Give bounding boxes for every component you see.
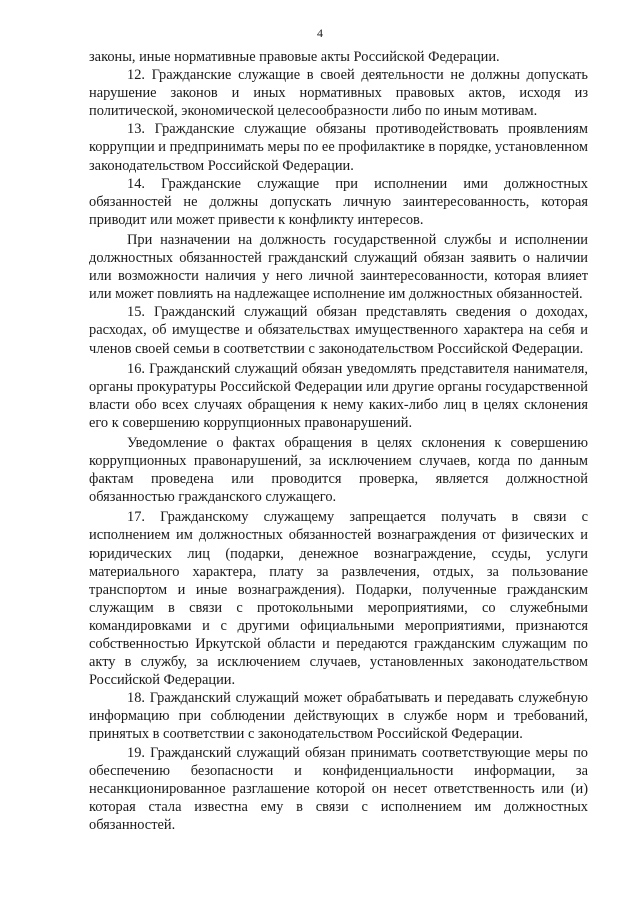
paragraph-19: 19. Гражданский служащий обязан принимать соответствующие меры по обеспечению безопасности и конфиденциальности информации, за несанкционированное разглашение которой он несет ответственность или (и) которая стала известна ему в связи с исполнением им должностных обязанностей.: [89, 744, 588, 833]
paragraph-14: 14. Гражданские служащие при исполнении ими должностных обязанностей не должны допускать личную заинтересованность, которая приводит или может привести к конфликту интересов.: [89, 175, 588, 228]
paragraph-12: 12. Гражданские служащие в своей деятельности не должны допускать нарушение законов и иных нормативных правовых актов, исходя из политической, экономической целесообразности либо по иным мотивам.: [89, 67, 588, 120]
paragraph-15: 15. Гражданский служащий обязан представлять сведения о доходах, расходах, об имуществе и обязательствах имущественного характера на себя и членов своей семьи в соответствии с законодательством Российской Федерации.: [89, 304, 588, 357]
paragraph-17: 17. Гражданскому служащему запрещается получать в связи с исполнением им должностных обязанностей вознаграждения от физических и юридических лиц (подарки, денежное вознаграждение, ссуды, услуги материального характера, плату за развлечения, отдых, за пользование транспортом и иные вознаграждения). Подарки, полученные гражданским служащим в связи с протокольными мероприятиями, со служебными командировками и с другими официальными мероприятиями, признаются собственностью Иркутской области и передаются гражданским служащим по акту в службу, за исключением случаев, установленных законодательством Российской Федерации.: [89, 509, 588, 689]
paragraph-18: 18. Гражданский служащий может обрабатывать и передавать служебную информацию при соблюдении действующих в службе норм и требований, принятых в соответствии с законодательством Российской Федерации.: [89, 690, 588, 743]
paragraph-13: 13. Гражданские служащие обязаны противодействовать проявлениям коррупции и предпринимать меры по ее профилактике в порядке, установленном законодательством Российской Федерации.: [89, 121, 588, 174]
paragraph-16-notification: Уведомление о фактах обращения в целях склонения к совершению коррупционных правонарушений, за исключением случаев, когда по данным фактам проведена или проводится проверка, является должностной обязанностью гражданского служащего.: [89, 434, 588, 506]
document-body: [89, 48, 588, 834]
paragraph-16: 16. Гражданский служащий обязан уведомлять представителя нанимателя, органы прокуратуры Российской Федерации или другие органы государственной власти обо всех случаях обращения к нему каких-либо лиц в целях склонения его к совершению коррупционных правонарушений.: [89, 360, 588, 431]
paragraph-14-appointment: При назначении на должность государственной службы и исполнении должностных обязанностей гражданский служащий обязан заявить о наличии или возможности наличия у него личной заинтересованности, которая влияет или может повлиять на надлежащее исполнение им должностных обязанностей.: [89, 231, 588, 303]
paragraph-continuation: законы, иные нормативные правовые акты Российской Федерации.: [89, 49, 500, 65]
page-number: 4: [317, 26, 323, 40]
